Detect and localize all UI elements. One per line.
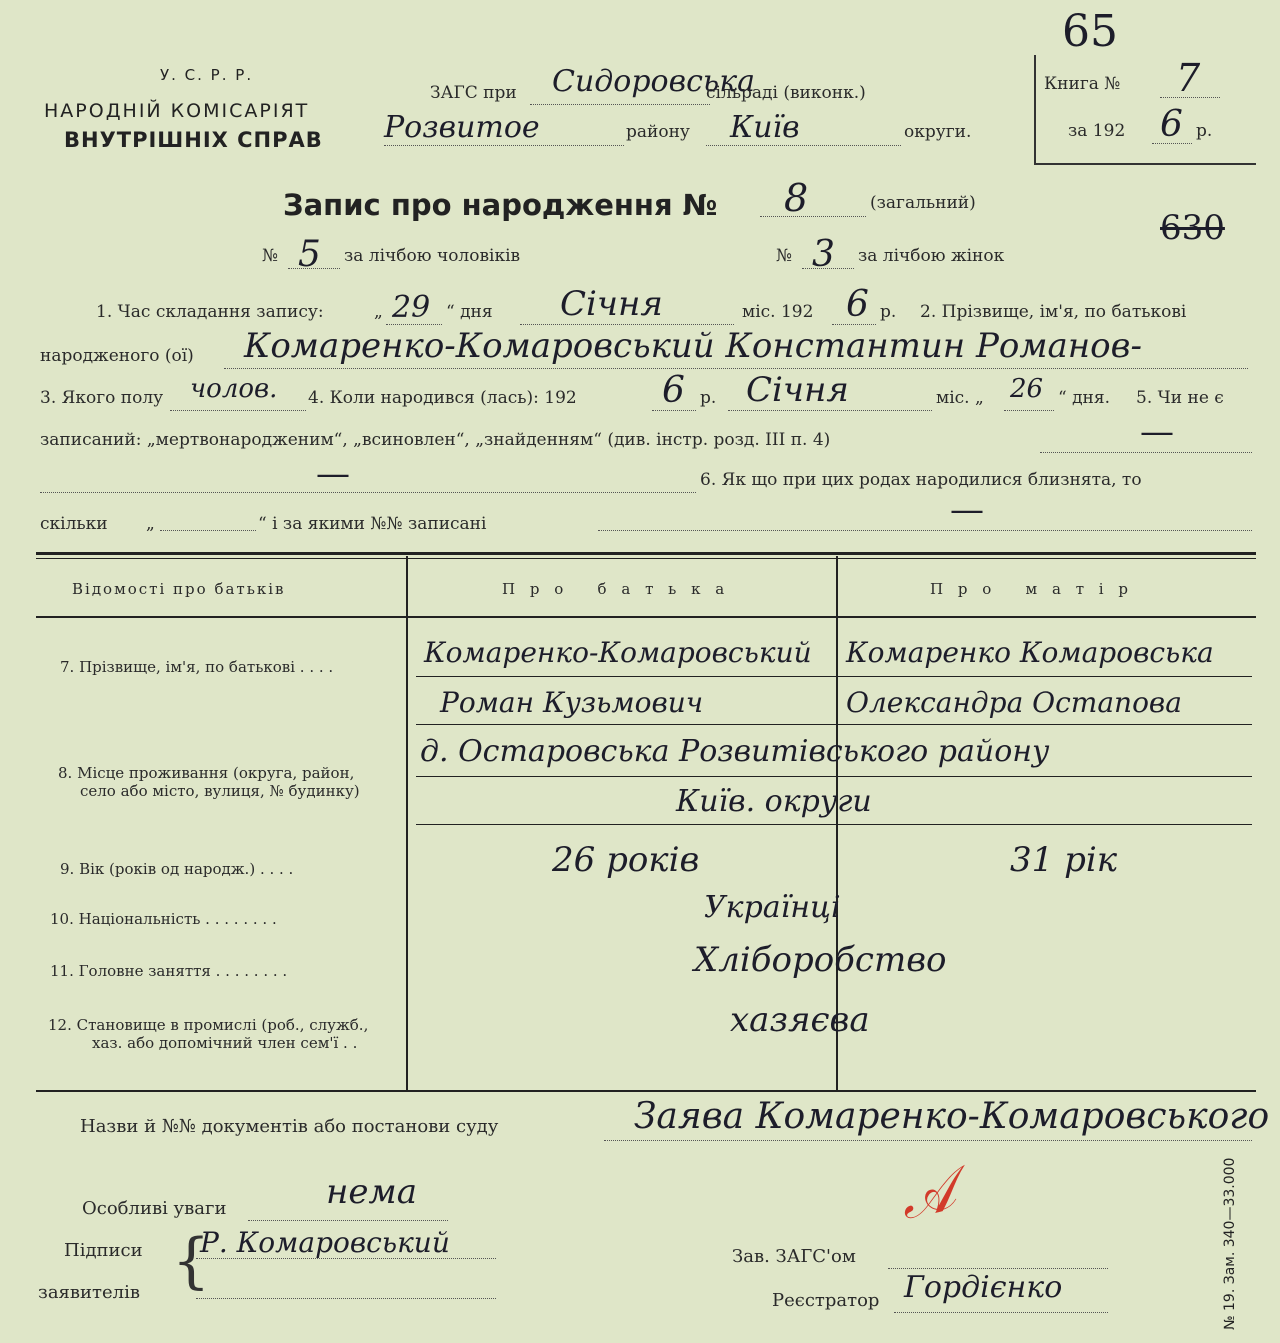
table-header-mother: П р о м а т і р <box>930 580 1133 598</box>
child-sex: чолов. <box>190 374 278 404</box>
registrar-signature: Гордієнко <box>904 1270 1063 1305</box>
item1-month-value: Січня <box>560 284 663 324</box>
men-value: 5 <box>298 234 321 275</box>
residence-line-2: Київ. округи <box>676 784 872 819</box>
head-zags-label: Зав. ЗАГС'ом <box>732 1246 856 1267</box>
birth-year-suffix: р. <box>700 388 717 408</box>
item2-label-inline: 2. Прізвище, ім'я, по батькові <box>920 302 1187 322</box>
item1-day-close: “ дня <box>446 302 493 322</box>
men-prefix: № <box>262 246 279 266</box>
header-commissariat: НАРОДНІЙ КОМІСАРІЯТ <box>44 100 310 122</box>
row11-label: 11. Головне заняття . . . . . . . . <box>50 962 288 980</box>
item2-label: народженого (ої) <box>40 346 194 366</box>
women-value: 3 <box>812 234 835 275</box>
documents-label: Назви й №№ документів або постанови суду <box>80 1116 499 1137</box>
item5-text: записаний: „мертвонародженим“, „всиновлен“, „знайденням“ (див. інстр. розд. III п. 4) <box>40 430 831 450</box>
birth-year-value: 6 <box>662 370 685 411</box>
item6b-close: “ і за якими №№ записані <box>258 514 487 534</box>
table-header-info: Відомості про батьків <box>72 580 286 598</box>
nationality: Українці <box>704 890 841 925</box>
row8-label-2: село або місто, вулиця, № будинку) <box>80 782 360 800</box>
record-number: 8 <box>784 176 809 220</box>
item1-day-value: 29 <box>392 290 431 325</box>
industry-position: хазяєва <box>730 1000 870 1040</box>
item6b-dash: — <box>950 490 984 530</box>
row12-label: 12. Становище в промислі (роб., служб., <box>48 1016 369 1034</box>
remarks-value: нема <box>326 1172 417 1212</box>
table-top-rule <box>36 552 1256 555</box>
item1-year-value: 6 <box>846 284 869 325</box>
book-top-number: 65 <box>1062 6 1118 57</box>
header-usrr: У. С. Р. Р. <box>160 66 254 84</box>
mother-name: Олександра Остапова <box>846 686 1182 719</box>
signatures-label-2: заявителів <box>38 1282 140 1303</box>
okruha-label: округи. <box>904 122 972 142</box>
book-box <box>1034 55 1256 165</box>
child-name: Комаренко-Комаровський Константин Романов- <box>244 326 1142 366</box>
item1-month-label: міс. 192 <box>742 302 814 322</box>
mother-surname: Комаренко Комаровська <box>846 636 1214 669</box>
item5-label: 5. Чи не є <box>1136 388 1224 408</box>
signatures-label: Підписи <box>64 1240 143 1261</box>
item6-text: 6. Як що при цих родах народилися близнята, то <box>700 470 1142 490</box>
remarks-label: Особливі уваги <box>82 1198 227 1219</box>
record-title: Запис про народження № <box>283 188 718 222</box>
book-label: Книга № <box>1044 74 1121 94</box>
side-number: 630 <box>1160 208 1225 248</box>
item5-dash: — <box>1140 412 1174 452</box>
row7-label: 7. Прізвище, ім'я, по батькові . . . . <box>60 658 334 676</box>
father-name: Роман Кузьмович <box>440 686 704 719</box>
table-col-divider-1 <box>406 556 408 1090</box>
signatures-brace: { <box>172 1226 211 1296</box>
item6b-label: скільки <box>40 514 108 534</box>
row8-label: 8. Місце проживання (округа, район, <box>58 764 355 782</box>
header-internal-affairs: ВНУТРІШНІХ СПРАВ <box>64 128 323 152</box>
selrada-suffix: сільраді (виконк.) <box>706 83 866 103</box>
selrada-value: Сидоровська <box>552 64 756 99</box>
birth-day-label: “ дня. <box>1058 388 1111 408</box>
applicant-signature: Р. Комаровський <box>200 1226 450 1259</box>
raion-value: Розвитое <box>384 110 540 145</box>
row12-label-2: хаз. або допомічний член сем'ї . . <box>92 1034 358 1052</box>
mother-age: 31 рік <box>1010 840 1118 880</box>
row9-label: 9. Вік (років од народж.) . . . . <box>60 860 294 878</box>
documents-value: Заява Комаренко-Комаровського <box>634 1096 1270 1137</box>
row10-label: 10. Національність . . . . . . . . <box>50 910 277 928</box>
women-prefix: № <box>776 246 793 266</box>
zags-prefix: ЗАГС при <box>430 83 517 103</box>
item1-label: 1. Час складання запису: <box>96 302 324 322</box>
women-label: за лічбою жінок <box>858 246 1005 266</box>
table-header-father: П р о б а т ь к а <box>502 580 730 598</box>
item1-year-suffix: р. <box>880 302 897 322</box>
birth-month-value: Січня <box>746 370 849 410</box>
record-general: (загальний) <box>870 193 976 213</box>
book-year-prefix: за 192 <box>1068 121 1126 141</box>
side-print: № 19. Зам. 340—33.000 <box>1222 1157 1238 1330</box>
item3-label: 3. Якого полу <box>40 388 164 408</box>
raion-label: району <box>626 122 690 142</box>
item6b-open: „ <box>146 514 155 534</box>
book-year-value: 6 <box>1160 104 1183 145</box>
father-surname: Комаренко-Комаровський <box>424 636 812 669</box>
father-age: 26 років <box>552 840 700 880</box>
men-label: за лічбою чоловіків <box>344 246 521 266</box>
item1-day-open: „ <box>374 302 383 322</box>
red-signature-mark: 𝒜 <box>893 1155 962 1233</box>
item6-dash-left: — <box>316 454 350 494</box>
birth-month-label: міс. „ <box>936 388 984 408</box>
book-year-suffix: р. <box>1196 121 1213 141</box>
item4-label: 4. Коли народився (лась): 192 <box>308 388 577 408</box>
occupation: Хліборобство <box>694 940 947 980</box>
registrar-label: Реєстратор <box>772 1290 880 1311</box>
residence-line-1: д. Остаровська Розвитівського району <box>420 734 1050 769</box>
book-value: 7 <box>1176 56 1201 100</box>
okruha-value: Київ <box>730 110 800 145</box>
birth-day-value: 26 <box>1010 374 1044 404</box>
